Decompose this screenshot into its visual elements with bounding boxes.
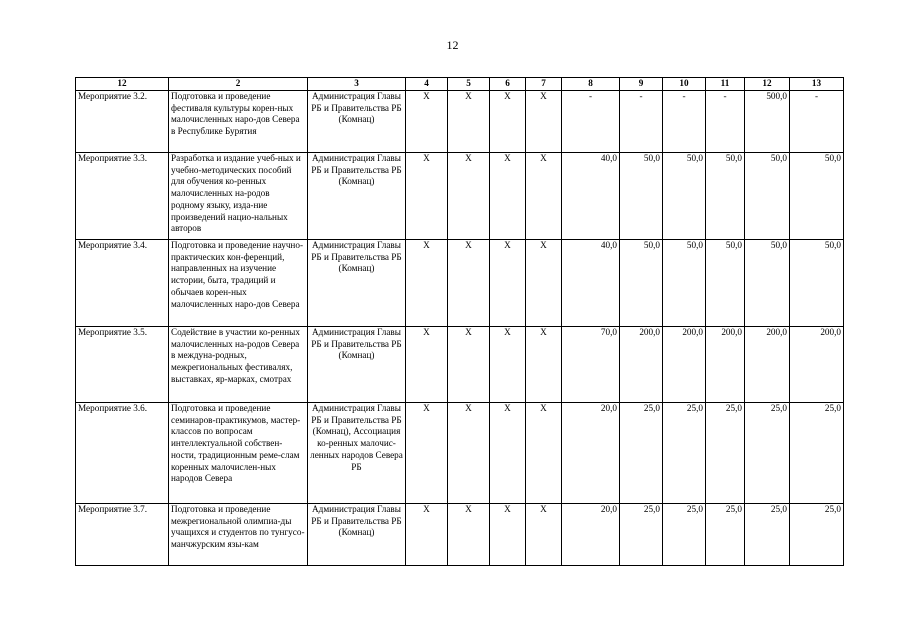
value-cell: - (706, 91, 745, 153)
mark-cell: Х (490, 240, 526, 327)
mark-cell: Х (490, 327, 526, 403)
value-cell: - (620, 91, 663, 153)
mark-cell: Х (448, 240, 490, 327)
activity-executor: Администрация Главы РБ и Правительства РБ (Комнац), Ассоциация ко-ренных малочис-ленных народов Севера РБ (308, 403, 406, 504)
mark-cell: Х (490, 403, 526, 504)
value-cell: 50,0 (706, 153, 745, 240)
value-cell: 200,0 (620, 327, 663, 403)
value-cell: 50,0 (663, 240, 706, 327)
program-table (75, 77, 844, 566)
value-cell: 200,0 (706, 327, 745, 403)
activity-description: Содействие в участии ко-ренных малочисленных на-родов Севера в междуна-родных, межрегиональных фестивалях, выставках, яр-марках, смотрах (169, 327, 308, 403)
activity-executor: Администрация Главы РБ и Правительства РБ (Комнац) (308, 240, 406, 327)
value-cell: 40,0 (562, 240, 620, 327)
value-cell: 50,0 (620, 240, 663, 327)
mark-cell: Х (448, 504, 490, 566)
activity-executor: Администрация Главы РБ и Правительства РБ (Комнац) (308, 153, 406, 240)
value-cell: 50,0 (706, 240, 745, 327)
column-header: 5 (448, 78, 490, 91)
value-cell: 40,0 (562, 153, 620, 240)
mark-cell: Х (406, 91, 448, 153)
page-number: 12 (446, 38, 459, 52)
activity-executor: Администрация Главы РБ и Правительства РБ (Комнац) (308, 91, 406, 153)
column-header: 11 (706, 78, 745, 91)
mark-cell: Х (490, 504, 526, 566)
column-header: 10 (663, 78, 706, 91)
value-cell: 25,0 (706, 403, 745, 504)
value-cell: 50,0 (620, 153, 663, 240)
activity-executor: Администрация Главы РБ и Правительства РБ (Комнац) (308, 327, 406, 403)
column-header: 13 (790, 78, 844, 91)
mark-cell: Х (448, 327, 490, 403)
value-cell: 25,0 (745, 504, 790, 566)
mark-cell: Х (448, 91, 490, 153)
value-cell: 25,0 (790, 504, 844, 566)
column-header: 2 (169, 78, 308, 91)
value-cell: - (790, 91, 844, 153)
value-cell: 200,0 (663, 327, 706, 403)
value-cell: 25,0 (620, 504, 663, 566)
activity-name: Мероприятие 3.3. (76, 153, 169, 240)
value-cell: 50,0 (745, 153, 790, 240)
value-cell: 200,0 (745, 327, 790, 403)
column-header: 3 (308, 78, 406, 91)
activity-name: Мероприятие 3.2. (76, 91, 169, 153)
value-cell: 500,0 (745, 91, 790, 153)
mark-cell: Х (406, 327, 448, 403)
activity-description: Подготовка и проведение семинаров-практикумов, мастер-классов по вопросам интеллектуальной собствен-ности, традиционным реме-слам коренных малочислен-ных народов Севера (169, 403, 308, 504)
value-cell: 25,0 (663, 403, 706, 504)
value-cell: 25,0 (663, 504, 706, 566)
value-cell: 70,0 (562, 327, 620, 403)
table-row (76, 153, 844, 240)
mark-cell: Х (490, 153, 526, 240)
value-cell: 20,0 (562, 403, 620, 504)
mark-cell: Х (526, 504, 562, 566)
value-cell: 50,0 (790, 153, 844, 240)
activity-name: Мероприятие 3.5. (76, 327, 169, 403)
activity-name: Мероприятие 3.4. (76, 240, 169, 327)
mark-cell: Х (526, 153, 562, 240)
mark-cell: Х (526, 403, 562, 504)
mark-cell: Х (406, 504, 448, 566)
column-header: 4 (406, 78, 448, 91)
value-cell: 50,0 (745, 240, 790, 327)
table-row (76, 327, 844, 403)
column-header: 6 (490, 78, 526, 91)
mark-cell: Х (406, 240, 448, 327)
mark-cell: Х (448, 153, 490, 240)
value-cell: 50,0 (663, 153, 706, 240)
mark-cell: Х (406, 403, 448, 504)
value-cell: - (562, 91, 620, 153)
value-cell: 25,0 (706, 504, 745, 566)
value-cell: 25,0 (620, 403, 663, 504)
column-header: 8 (562, 78, 620, 91)
table-row (76, 403, 844, 504)
column-header: 7 (526, 78, 562, 91)
value-cell: 20,0 (562, 504, 620, 566)
activity-description: Разработка и издание учеб-ных и учебно-методических пособий для обучения ко-ренных малочисленных на-родов родному языку, изда-ние произведений нацио-нальных авторов (169, 153, 308, 240)
activity-name: Мероприятие 3.7. (76, 504, 169, 566)
mark-cell: Х (526, 91, 562, 153)
table-row (76, 91, 844, 153)
mark-cell: Х (526, 327, 562, 403)
table-row (76, 504, 844, 566)
mark-cell: Х (406, 153, 448, 240)
column-header: 12 (745, 78, 790, 91)
value-cell: 50,0 (790, 240, 844, 327)
column-header: 9 (620, 78, 663, 91)
mark-cell: Х (490, 91, 526, 153)
value-cell: - (663, 91, 706, 153)
activity-description: Подготовка и проведение межрегиональной олимпиа-ды учащихся и студентов по тунгусо-манчжурским язы-кам (169, 504, 308, 566)
table-row (76, 240, 844, 327)
activity-name: Мероприятие 3.6. (76, 403, 169, 504)
value-cell: 25,0 (790, 403, 844, 504)
activity-description: Подготовка и проведение фестиваля культуры корен-ных малочисленных наро-дов Севера в Республике Бурятия (169, 91, 308, 153)
activity-executor: Администрация Главы РБ и Правительства РБ (Комнац) (308, 504, 406, 566)
mark-cell: Х (448, 403, 490, 504)
mark-cell: Х (526, 240, 562, 327)
value-cell: 25,0 (745, 403, 790, 504)
header-row (76, 78, 844, 91)
value-cell: 200,0 (790, 327, 844, 403)
activity-description: Подготовка и проведение научно-практических кон-ференций, направленных на изучение истории, быта, традиций и обычаев корен-ных малочисленных наро-дов Севера (169, 240, 308, 327)
column-header: 12 (76, 78, 169, 91)
